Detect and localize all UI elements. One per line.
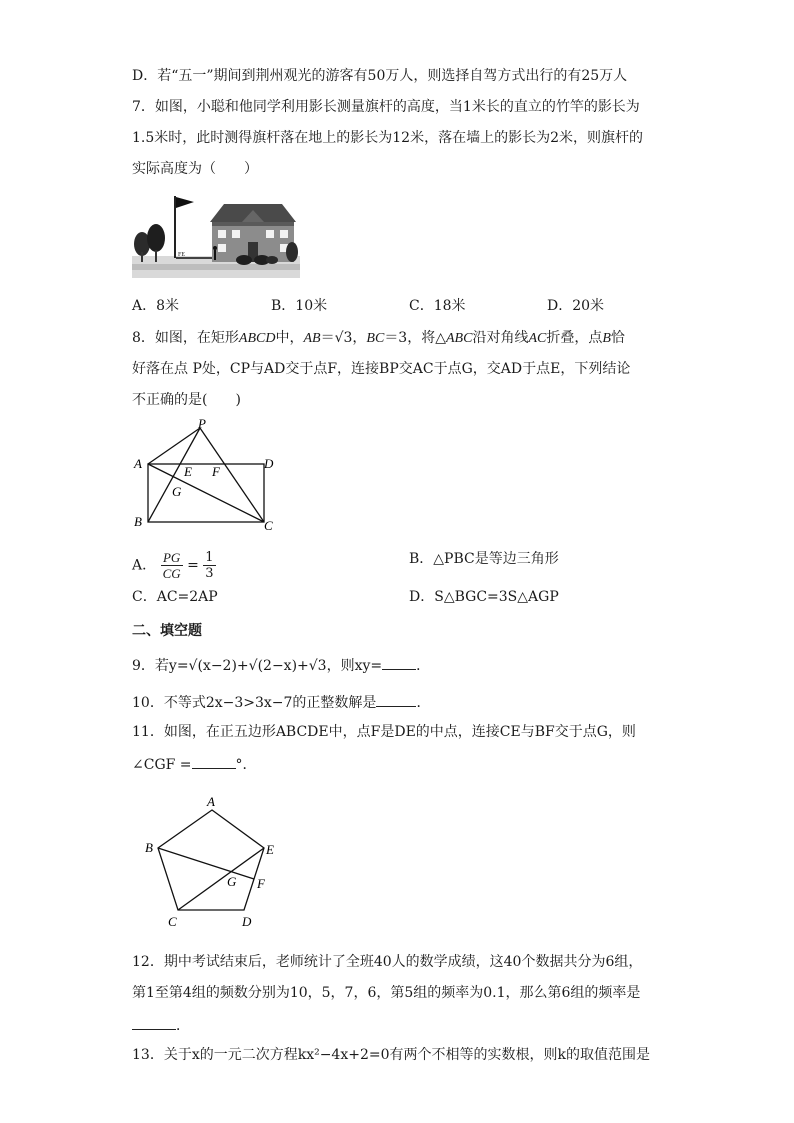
fig8-label-a: A bbox=[134, 456, 142, 471]
rectangle-fold-figure bbox=[128, 416, 288, 538]
q8-option-b: B．△PBC是等边三角形 bbox=[409, 551, 559, 567]
fig8-label-d: D bbox=[264, 456, 274, 471]
q12-line-1: 12．期中考试结束后，老师统计了全班40人的数学成绩，这40个数据共分为6组， bbox=[132, 954, 643, 970]
fig11-label-g: G bbox=[227, 874, 237, 889]
fig8-label-e: E bbox=[184, 464, 192, 479]
q7-option-d: D．20米 bbox=[547, 298, 605, 314]
fig11-label-a: A bbox=[207, 794, 215, 809]
q7-line-3: 实际高度为（ ） bbox=[132, 161, 258, 177]
q10-answer-blank[interactable] bbox=[376, 692, 416, 707]
q13-line-1: 13．关于x的一元二次方程kx²−4x+2=0有两个不相等的实数根，则k的取值范围是 bbox=[132, 1047, 650, 1063]
fig11-label-b: B bbox=[145, 840, 153, 855]
section-fill-in-blank-title: 二、填空题 bbox=[132, 623, 202, 639]
q8-line-3: 不正确的是( ) bbox=[132, 392, 241, 408]
fig8-label-b: B bbox=[134, 514, 142, 529]
q11-line-1: 11．如图，在正五边形ABCDE中，点F是DE的中点，连接CE与BF交于点G，则 bbox=[132, 724, 636, 740]
fig8-label-g: G bbox=[172, 484, 182, 499]
q8-option-a: A． $\frac{PG}{CG}$ = $\frac{1}{3}$ bbox=[132, 550, 214, 581]
fig11-label-e: E bbox=[266, 842, 274, 857]
fig11-label-c: C bbox=[168, 914, 177, 929]
q12-line-3: ． bbox=[132, 1015, 190, 1035]
q12-line-2: 第1至第4组的频数分别为10，5，7，6，第5组的频率为0.1，那么第6组的频率是 bbox=[132, 985, 641, 1001]
q7-option-b: B．10米 bbox=[271, 298, 328, 314]
q9-answer-blank[interactable] bbox=[382, 655, 416, 670]
q6-option-d: D．若“五一”期间到荆州观光的游客有50万人，则选择自驾方式出行的有25万人 bbox=[132, 68, 628, 84]
q8-option-d: D．S△BGC=3S△AGP bbox=[409, 589, 559, 605]
q7-option-c: C．18米 bbox=[409, 298, 466, 314]
q8-option-c: C．AC=2AP bbox=[132, 589, 218, 605]
fig11-label-f: F bbox=[257, 876, 265, 891]
q11-line-2: ∠CGF = °． bbox=[132, 754, 257, 774]
q7-line-2: 1.5米时，此时测得旗杆落在地上的影长为12米，落在墙上的影长为2米，则旗杆的 bbox=[132, 130, 643, 146]
q11-answer-blank[interactable] bbox=[192, 754, 236, 769]
q9-line: 9．若y=√(x−2)+√(2−x)+√3，则xy= ． bbox=[132, 655, 430, 675]
pentagon-figure bbox=[140, 792, 290, 930]
q7-line-1: 7．如图，小聪和他同学利用影长测量旗杆的高度，当1米长的直立的竹竿的影长为 bbox=[132, 99, 640, 115]
q8-line-2: 好落在点 P处，CP与AD交于点F，连接BP交AC于点G，交AD于点E，下列结论 bbox=[132, 361, 631, 377]
fig8-label-c: C bbox=[264, 518, 273, 533]
fig11-label-d: D bbox=[242, 914, 252, 929]
q8-line-1: 8．如图，在矩形ABCD中，AB＝√3，BC＝3，将△ABC沿对角线AC折叠，点B恰 bbox=[132, 330, 625, 346]
flagpole-house-illustration bbox=[132, 192, 300, 278]
q7-option-a: A．8米 bbox=[132, 298, 180, 314]
q12-answer-blank[interactable] bbox=[132, 1015, 176, 1030]
svg-text:FE: FE bbox=[178, 252, 186, 258]
fig8-label-p: P bbox=[198, 416, 206, 431]
q10-line: 10．不等式2x−3>3x−7的正整数解是 ． bbox=[132, 692, 430, 712]
fig8-label-f: F bbox=[212, 464, 220, 479]
